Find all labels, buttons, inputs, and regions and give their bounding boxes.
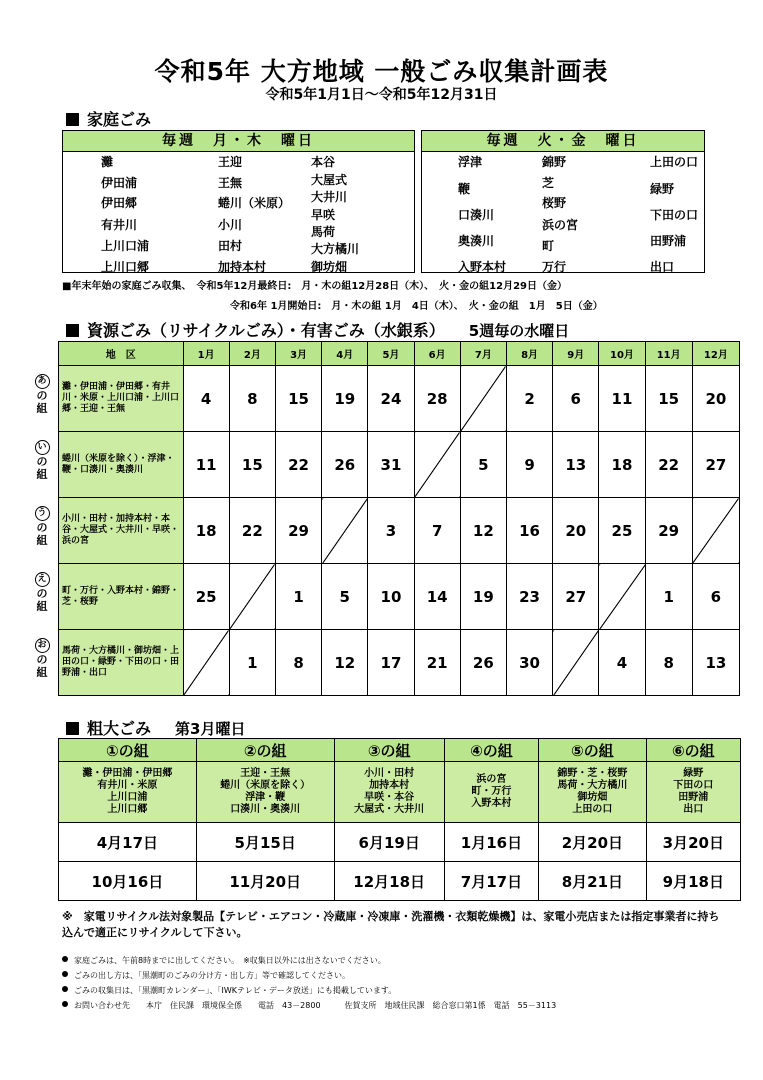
bulky-area-name: 御坊畑 [577,792,608,803]
bulky-group-header: ⑥の組 [646,739,740,762]
group-label [33,505,51,547]
square-bullet-icon [66,324,79,337]
group-label-char: の [36,587,48,600]
group-label-char: 組 [36,534,48,547]
household-box-header: 毎週 火・金 曜日 [422,131,704,152]
no-collection-cell [183,630,229,696]
bulky-date-cell: 11月20日 [196,862,334,901]
group-label-char: 組 [36,402,48,415]
collection-day-cell: 5 [460,432,506,498]
group-label-char: の [36,455,48,468]
district-name: 鞭 [458,182,471,196]
collection-day-cell: 25 [183,564,229,630]
collection-day-cell: 22 [229,498,275,564]
group-label [33,373,51,415]
collection-day-cell: 12 [322,630,368,696]
collection-day-cell: 29 [275,498,321,564]
group-area-cell: 灘・伊田浦・伊田郷・有井川・米原・上川口浦・上川口郷・王迎・王無 [59,366,184,432]
bulky-areas-row [59,762,741,823]
district-name: 上川口浦 [101,239,150,253]
appliance-note [62,908,719,940]
collection-day-cell: 27 [692,432,739,498]
district-name: 入野本村 [458,260,507,274]
collection-day-cell: 8 [275,630,321,696]
bulky-area-name: 田野浦 [678,792,709,803]
note-item [62,970,556,985]
bulky-date-cell: 3月20日 [646,823,740,862]
collection-day-cell: 10 [368,564,414,630]
district-name: 錦野 [542,155,567,169]
district-name: 蜷川（米原） [218,196,291,210]
bulky-area-name: 上川口郷 [107,804,148,815]
collection-day-cell: 16 [506,498,552,564]
group-kana-circle: お [35,638,50,653]
bulky-heading [66,716,245,739]
bulky-dates-row [59,823,741,862]
month-header: 12月 [692,342,739,366]
bulky-area-cell [196,762,334,823]
collection-day-cell: 4 [183,366,229,432]
district-name: 奥湊川 [458,234,495,248]
group-kana-circle: え [35,572,50,587]
month-header: 3月 [275,342,321,366]
no-collection-cell [599,564,645,630]
collection-day-cell: 27 [553,564,599,630]
bulky-date-cell: 9月18日 [646,862,740,901]
collection-day-cell: 9 [506,432,552,498]
district-name: 有井川 [101,218,138,232]
bulky-subheading: 第3月曜日 [175,720,246,738]
collection-day-cell: 6 [692,564,739,630]
month-header: 4月 [322,342,368,366]
group-label-char: の [36,389,48,402]
district-name: 伊田郷 [101,196,138,210]
bulky-date-cell: 8月21日 [539,862,647,901]
bulky-area-cell [334,762,444,823]
district-name: 桜野 [542,196,567,210]
collection-day-cell: 14 [414,564,460,630]
group-area-cell: 町・万行・入野本村・錦野・芝・桜野 [59,564,184,630]
household-box-header: 毎週 月・木 曜日 [63,131,414,152]
bulky-date-cell: 1月16日 [444,823,538,862]
appliance-note-line1: ※ 家電リサイクル法対象製品【テレビ・エアコン・冷蔵庫・冷凍庫・洗濯機・衣類乾燥機】は、家電小売店または指定事業者に持ち [62,910,720,923]
district-name: 御坊畑 [311,260,348,274]
group-area-cell: 馬荷・大方橘川・御坊畑・上田の口・緑野・下田の口・田野浦・出口 [59,630,184,696]
note-text: ごみの収集日は、「黒潮町カレンダー」、「IWKテレビ・データ放送」にも掲載しています。 [74,986,397,995]
district-name: 口湊川 [458,208,495,222]
bulky-date-cell: 10月16日 [59,862,197,901]
group-kana-circle: う [35,506,50,521]
bulky-area-cell [539,762,647,823]
no-collection-cell [692,498,739,564]
bulky-group-header: ⑤の組 [539,739,647,762]
resource-heading-text: 資源ごみ（リサイクルごみ）・有害ごみ（水銀系） [87,321,445,340]
month-header: 1月 [183,342,229,366]
bulky-area-cell [59,762,197,823]
collection-day-cell: 28 [414,366,460,432]
group-kana-circle: い [35,440,50,455]
page-title: 令和5年 大方地域 一般ごみ収集計画表 [154,57,609,86]
resource-subheading: 5週毎の水曜日 [468,322,570,340]
collection-day-cell: 22 [275,432,321,498]
bulky-area-name: 緑野 [683,768,704,779]
collection-day-cell: 11 [183,432,229,498]
district-name: 田野浦 [650,234,687,248]
bulky-area-name: 下田の口 [673,780,714,791]
district-name: 馬荷 [311,225,336,239]
note-item [62,985,556,1000]
district-name: 小川 [218,218,243,232]
year-end-note: ■年末年始の家庭ごみ収集、 令和5年12月最終日: 月・木の組12月28日（木）、 火・金の組12月29日（金） [62,281,567,292]
month-header: 11月 [645,342,692,366]
group-area-cell: 蜷川（米原を除く）・浮津・鞭・口湊川・奥湊川 [59,432,184,498]
bulky-area-name: 大屋式・大井川 [354,804,425,815]
household-box-mon-thu [62,130,415,273]
collection-day-cell: 26 [322,432,368,498]
district-name: 王迎 [218,155,243,169]
bulky-group-header: ③の組 [334,739,444,762]
month-header: 2月 [229,342,275,366]
collection-day-cell: 1 [275,564,321,630]
district-name: 大井川 [311,190,348,204]
district-name: 町 [542,239,555,253]
bulky-area-cell [646,762,740,823]
collection-day-cell: 12 [460,498,506,564]
bulky-area-name: 灘・伊田浦・伊田郷 [82,768,173,779]
bulky-area-name: 口湊川・奥湊川 [230,804,301,815]
group-label [33,571,51,613]
bulky-area-name: 町・万行 [471,786,512,797]
collection-day-cell: 3 [368,498,414,564]
bulky-schedule-table [58,738,741,901]
district-name: 上田の口 [650,155,699,169]
area-header: 地 区 [59,342,184,366]
resource-schedule-table [58,341,740,696]
collection-day-cell: 17 [368,630,414,696]
household-box-tue-fri [421,130,705,273]
bulky-area-name: 上田の口 [572,804,613,815]
bulky-area-name: 小川・田村 [364,768,415,779]
collection-day-cell: 13 [692,630,739,696]
collection-day-cell: 8 [229,366,275,432]
group-label-char: の [36,653,48,666]
bulky-area-name: 浜の宮 [476,774,507,785]
bulky-area-name: 加持本村 [369,780,410,791]
collection-day-cell: 21 [414,630,460,696]
collection-day-cell: 22 [645,432,692,498]
month-header: 6月 [414,342,460,366]
resource-group-row [59,432,740,498]
district-name: 大屋式 [311,173,348,187]
collection-day-cell: 8 [645,630,692,696]
bulky-group-header: ④の組 [444,739,538,762]
district-name: 下田の口 [650,208,699,222]
no-collection-cell [460,366,506,432]
collection-day-cell: 2 [506,366,552,432]
bulky-area-name: 早咲・本谷 [364,792,415,803]
resource-group-row [59,498,740,564]
collection-day-cell: 30 [506,630,552,696]
bullet-icon [62,986,68,992]
bulky-area-name: 上川口浦 [107,792,148,803]
district-name: 出口 [650,260,675,274]
bulky-date-cell: 5月15日 [196,823,334,862]
district-name: 万行 [542,260,567,274]
bulky-heading-text: 粗大ごみ [87,719,152,738]
month-header: 9月 [553,342,599,366]
resource-group-row [59,366,740,432]
bulky-dates-row [59,862,741,901]
square-bullet-icon [66,722,79,735]
group-kana-circle: あ [35,374,50,389]
district-name: 灘 [101,155,114,169]
bullet-icon [62,1001,68,1007]
collection-day-cell: 18 [599,432,645,498]
collection-day-cell: 4 [599,630,645,696]
collection-day-cell: 31 [368,432,414,498]
resource-heading [66,318,569,341]
collection-day-cell: 6 [553,366,599,432]
district-name: 上川口郷 [101,260,150,274]
collection-day-cell: 5 [322,564,368,630]
bullet-icon [62,971,68,977]
bulky-area-name: 入野本村 [471,798,512,809]
collection-day-cell: 1 [645,564,692,630]
note-text: お問い合わせ先 本庁 住民課 環境保全係 電話 43－2800 佐賀支所 地域住民課 総合窓口第1係 電話 55－3113 [74,1001,557,1010]
collection-day-cell: 20 [553,498,599,564]
district-name: 浮津 [458,155,483,169]
bulky-area-name: 有井川・米原 [97,780,158,791]
collection-day-cell: 11 [599,366,645,432]
notes-list [62,955,556,1015]
collection-day-cell: 20 [692,366,739,432]
month-header: 10月 [599,342,645,366]
bulky-group-header: ②の組 [196,739,334,762]
collection-day-cell: 7 [414,498,460,564]
note-item [62,1000,556,1015]
resource-group-row [59,564,740,630]
month-header: 5月 [368,342,414,366]
collection-day-cell: 15 [275,366,321,432]
month-header: 7月 [460,342,506,366]
resource-header-row [59,342,740,366]
page-subtitle: 令和5年1月1日～令和5年12月31日 [265,87,498,103]
group-label-char: 組 [36,468,48,481]
district-name: 王無 [218,176,243,190]
group-label-char: 組 [36,666,48,679]
group-area-cell: 小川・田村・加持本村・本谷・大屋式・大井川・早咲・浜の宮 [59,498,184,564]
collection-day-cell: 26 [460,630,506,696]
collection-day-cell: 1 [229,630,275,696]
no-collection-cell [414,432,460,498]
group-label [33,637,51,679]
group-label [33,439,51,481]
bulky-date-cell: 4月17日 [59,823,197,862]
resource-group-row [59,630,740,696]
district-name: 田村 [218,239,243,253]
district-name: 早咲 [311,208,336,222]
collection-day-cell: 24 [368,366,414,432]
collection-day-cell: 23 [506,564,552,630]
no-collection-cell [229,564,275,630]
collection-day-cell: 18 [183,498,229,564]
bulky-date-cell: 7月17日 [444,862,538,901]
district-name: 本谷 [311,155,336,169]
district-name: 大方橘川 [311,242,360,256]
note-text: ごみの出し方は、「黒潮町のごみの分け方・出し方」等で確認してください。 [74,971,350,980]
bulky-group-header: ①の組 [59,739,197,762]
group-label-char: 組 [36,600,48,613]
household-heading [66,107,151,130]
no-collection-cell [322,498,368,564]
collection-day-cell: 15 [229,432,275,498]
note-text: 家庭ごみは、午前8時までに出してください。 ※収集日以外には出さないでください。 [74,956,386,965]
group-label-char: の [36,521,48,534]
district-name: 伊田浦 [101,176,138,190]
bulky-header-row [59,739,741,762]
bulky-area-name: 浮津・鞭 [245,792,286,803]
bulky-date-cell: 6月19日 [334,823,444,862]
collection-day-cell: 19 [460,564,506,630]
bulky-area-name: 馬荷・大方橘川 [557,780,628,791]
bullet-icon [62,956,68,962]
note-item [62,955,556,970]
square-bullet-icon [66,113,79,126]
collection-day-cell: 15 [645,366,692,432]
bulky-area-name: 蜷川（米原を除く） [220,780,311,791]
bulky-area-name: 出口 [683,804,704,815]
bulky-date-cell: 2月20日 [539,823,647,862]
household-heading-text: 家庭ごみ [87,110,152,129]
month-header: 8月 [506,342,552,366]
collection-day-cell: 19 [322,366,368,432]
district-name: 芝 [542,176,555,190]
collection-day-cell: 13 [553,432,599,498]
new-year-note: 令和6年 1月開始日: 月・木の組 1月 4日（木）、 火・金の組 1月 5日（金） [230,301,603,312]
bulky-date-cell: 12月18日 [334,862,444,901]
bulky-area-cell [444,762,538,823]
bulky-area-name: 王迎・王無 [240,768,291,779]
district-name: 浜の宮 [542,218,579,232]
district-name: 緑野 [650,182,675,196]
no-collection-cell [553,630,599,696]
collection-day-cell: 29 [645,498,692,564]
bulky-area-name: 錦野・芝・桜野 [557,768,628,779]
district-name: 加持本村 [218,260,267,274]
collection-day-cell: 25 [599,498,645,564]
appliance-note-line2: 込んで適正にリサイクルして下さい。 [62,926,248,939]
